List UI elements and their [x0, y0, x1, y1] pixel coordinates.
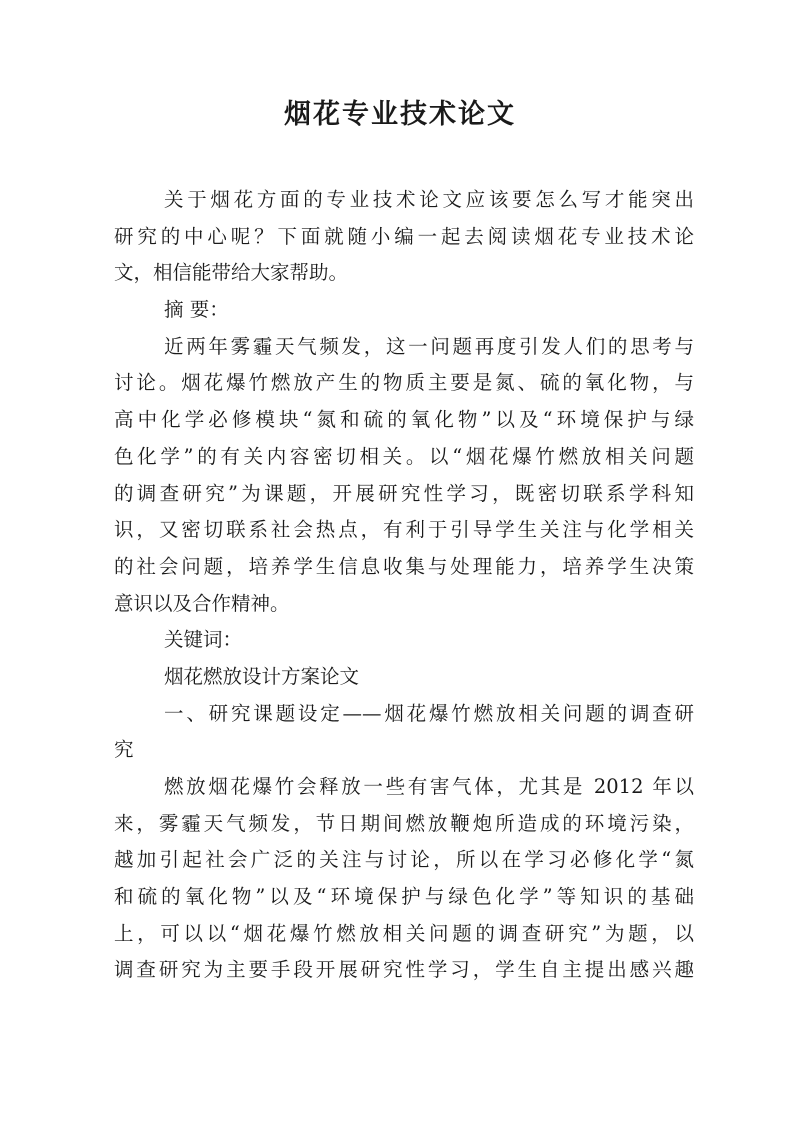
- document-body: [114, 182, 694, 989]
- text-line: 的调查研究”为课题，开展研究性学习，既密切联系学科知: [114, 481, 694, 505]
- text-line: 和硫的氧化物”以及“环境保护与绿色化学”等知识的基础: [114, 885, 694, 909]
- text-line: 摘 要：: [164, 298, 229, 322]
- text-line: 调查研究为主要手段开展研究性学习，学生自主提出感兴趣: [114, 958, 694, 982]
- text-line: 一、研究课题设定——烟花爆竹燃放相关问题的调查研: [164, 701, 694, 725]
- text-line: 关于烟花方面的专业技术论文应该要怎么写才能突出: [164, 188, 694, 211]
- text-line: 烟花燃放设计方案论文: [164, 664, 360, 688]
- document-title: 烟花专业技术论文: [284, 99, 516, 130]
- text-line: 上，可以以“烟花爆竹燃放相关问题的调查研究”为题，以: [114, 921, 694, 945]
- text-line: 的社会问题，培养学生信息收集与处理能力，培养学生决策: [114, 554, 694, 578]
- text-line: 意识以及合作精神。: [114, 591, 290, 615]
- text-line: 关键词：: [164, 628, 243, 652]
- text-line: 燃放烟花爆竹会释放一些有害气体，尤其是 2012 年以: [164, 775, 694, 798]
- text-line: 究: [114, 738, 134, 762]
- text-line: 越加引起社会广泛的关注与讨论，所以在学习必修化学“氮: [114, 848, 694, 872]
- text-line: 研究的中心呢？下面就随小编一起去阅读烟花专业技术论: [114, 224, 694, 248]
- text-line: 色化学”的有关内容密切相关。以“烟花爆竹燃放相关问题: [114, 444, 694, 468]
- text-line: 近两年雾霾天气频发，这一问题再度引发人们的思考与: [164, 334, 694, 358]
- text-line: 文，相信能带给大家帮助。: [114, 261, 349, 285]
- text-line: 识，又密切联系社会热点，有利于引导学生关注与化学相关: [114, 518, 694, 542]
- text-line: 来，雾霾天气频发，节日期间燃放鞭炮所造成的环境污染，: [114, 811, 694, 835]
- text-line: 讨论。烟花爆竹燃放产生的物质主要是氮、硫的氧化物，与: [114, 371, 694, 395]
- text-line: 高中化学必修模块“氮和硫的氧化物”以及“环境保护与绿: [114, 408, 694, 432]
